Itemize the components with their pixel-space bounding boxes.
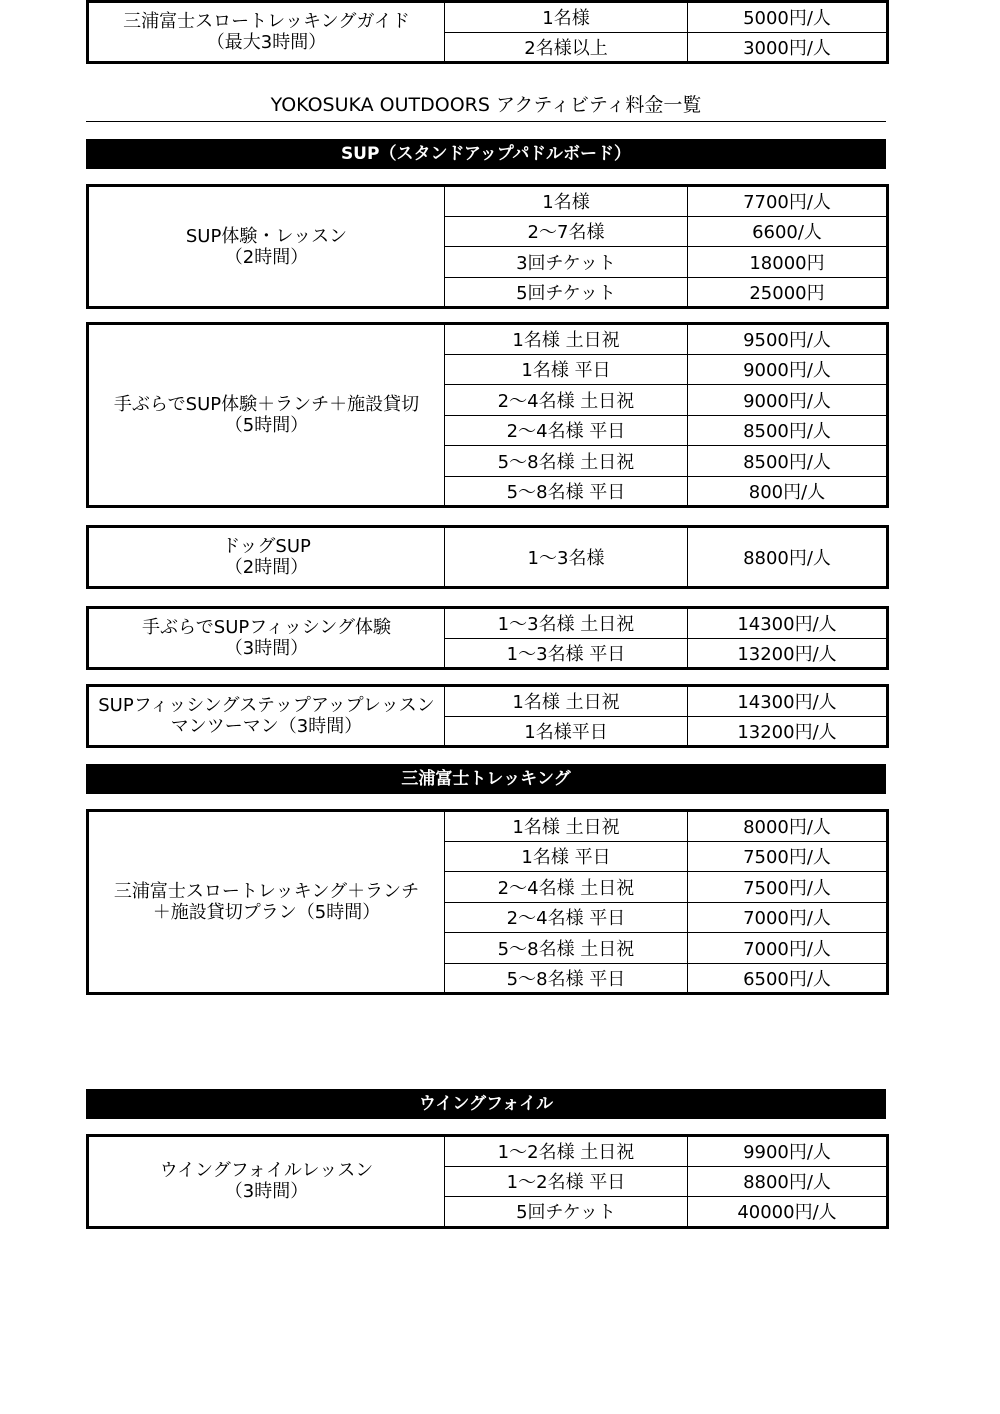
option-cell: 1～2名様 土日祝: [445, 1136, 688, 1167]
option-cell: 2～4名様 土日祝: [445, 872, 688, 903]
price-table: [86, 0, 889, 64]
price-cell: 8800円/人: [688, 527, 888, 588]
plan-name: [88, 686, 445, 747]
table-row: [88, 811, 888, 842]
option-cell: 1～3名様: [445, 527, 688, 588]
section-heading: SUP（スタンドアップパドルボード）: [86, 139, 886, 169]
price-cell: 13200円/人: [688, 716, 888, 747]
price-cell: 7500円/人: [688, 872, 888, 903]
price-cell: 7000円/人: [688, 933, 888, 964]
option-cell: 1名様 土日祝: [445, 324, 688, 355]
price-cell: 7000円/人: [688, 902, 888, 933]
page-title: YOKOSUKA OUTDOORS アクティビティ料金一覧: [270, 94, 702, 116]
price-table: [86, 184, 889, 309]
option-cell: 2～4名様 平日: [445, 415, 688, 446]
option-cell: 5～8名様 土日祝: [445, 446, 688, 477]
table-row: [88, 686, 888, 717]
plan-name-line: （5時間）: [224, 415, 309, 436]
option-cell: 2～7名様: [445, 216, 688, 247]
price-cell: 9900円/人: [688, 1136, 888, 1167]
price-cell: 13200円/人: [688, 638, 888, 669]
option-cell: 3回チケット: [445, 247, 688, 278]
price-cell: 6600/人: [688, 216, 888, 247]
plan-name-line: マンツーマン（3時間）: [170, 716, 363, 737]
option-cell: 5回チケット: [445, 277, 688, 308]
price-cell: 14300円/人: [688, 686, 888, 717]
table-row: [88, 324, 888, 355]
price-cell: 9000円/人: [688, 385, 888, 416]
price-cell: 8800円/人: [688, 1166, 888, 1197]
plan-name-line: 三浦富士スロートレッキングガイド: [123, 11, 410, 32]
plan-name-line: （3時間）: [224, 638, 309, 659]
plan-name: [88, 608, 445, 669]
option-cell: 1名様平日: [445, 716, 688, 747]
option-cell: 2～4名様 平日: [445, 902, 688, 933]
price-cell: 8000円/人: [688, 811, 888, 842]
price-cell: 7700円/人: [688, 186, 888, 217]
price-table: [86, 525, 889, 589]
table-row: [88, 1136, 888, 1167]
plan-name-line: ＋施設貸切プラン（5時間）: [152, 902, 381, 923]
option-cell: 5回チケット: [445, 1197, 688, 1228]
option-cell: 2～4名様 土日祝: [445, 385, 688, 416]
plan-name: [88, 527, 445, 588]
plan-name-line: ドッグSUP: [222, 536, 311, 557]
option-cell: 1名様 土日祝: [445, 811, 688, 842]
price-cell: 18000円: [688, 247, 888, 278]
option-cell: 2名様以上: [445, 32, 688, 63]
price-table: [86, 322, 889, 508]
plan-name-line: 手ぶらでSUP体験＋ランチ＋施設貸切: [113, 394, 420, 415]
plan-name-line: （2時間）: [224, 557, 309, 578]
option-cell: 1～2名様 平日: [445, 1166, 688, 1197]
table-row: [88, 527, 888, 588]
plan-name: [88, 1136, 445, 1228]
plan-name-line: ウイングフォイルレッスン: [159, 1160, 374, 1182]
table-row: [88, 608, 888, 639]
price-cell: 9500円/人: [688, 324, 888, 355]
plan-name: [88, 186, 445, 308]
price-cell: 6500円/人: [688, 963, 888, 994]
option-cell: 5～8名様 平日: [445, 476, 688, 507]
plan-name-line: （最大3時間）: [206, 32, 327, 53]
option-cell: 1名様: [445, 186, 688, 217]
price-cell: 8500円/人: [688, 446, 888, 477]
price-cell: 800円/人: [688, 476, 888, 507]
price-table: [86, 809, 889, 995]
price-cell: 7500円/人: [688, 841, 888, 872]
section-heading: 三浦富士トレッキング: [86, 764, 886, 794]
section-heading: ウイングフォイル: [86, 1089, 886, 1119]
price-cell: 14300円/人: [688, 608, 888, 639]
plan-name-line: 手ぶらでSUPフィッシング体験: [141, 617, 392, 638]
option-cell: 1名様 平日: [445, 354, 688, 385]
price-cell: 5000円/人: [688, 2, 888, 33]
option-cell: 5～8名様 平日: [445, 963, 688, 994]
plan-name-line: （3時間）: [224, 1181, 309, 1203]
plan-name-line: 三浦富士スロートレッキング＋ランチ: [113, 881, 420, 902]
price-cell: 25000円: [688, 277, 888, 308]
option-cell: 1名様 土日祝: [445, 686, 688, 717]
plan-name-line: SUP体験・レッスン: [185, 225, 348, 247]
plan-name-line: （2時間）: [224, 246, 309, 268]
option-cell: 1名様: [445, 2, 688, 33]
title-divider: [86, 121, 886, 122]
plan-name: [88, 811, 445, 994]
plan-name: [88, 324, 445, 507]
plan-name: [88, 2, 445, 63]
price-table: [86, 684, 889, 748]
price-table: [86, 1134, 889, 1229]
price-cell: 3000円/人: [688, 32, 888, 63]
plan-name-line: SUPフィッシングステップアップレッスン: [98, 695, 435, 716]
option-cell: 1～3名様 土日祝: [445, 608, 688, 639]
table-row: [88, 2, 888, 33]
price-cell: 9000円/人: [688, 354, 888, 385]
option-cell: 5～8名様 土日祝: [445, 933, 688, 964]
option-cell: 1名様 平日: [445, 841, 688, 872]
price-table: [86, 606, 889, 670]
price-cell: 40000円/人: [688, 1197, 888, 1228]
table-row: [88, 186, 888, 217]
option-cell: 1～3名様 平日: [445, 638, 688, 669]
price-cell: 8500円/人: [688, 415, 888, 446]
